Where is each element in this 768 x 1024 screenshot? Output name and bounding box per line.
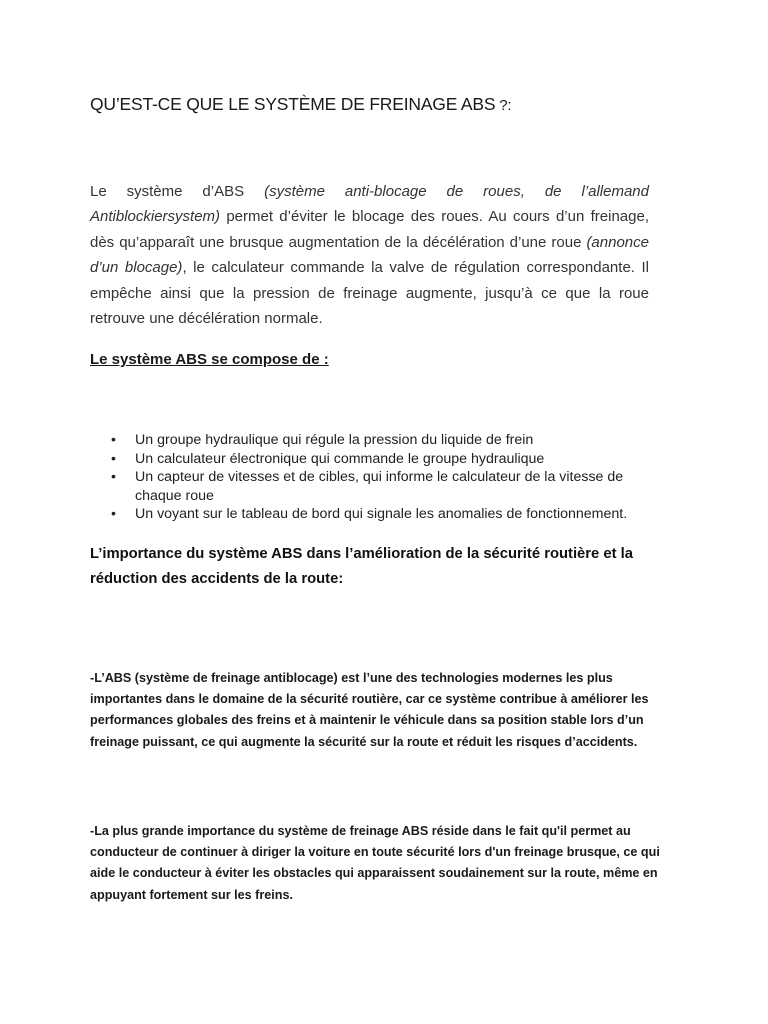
list-item-text: Un capteur de vitesses et de cibles, qui informe le calculateur de la vitesse de chaque roue bbox=[135, 469, 624, 504]
intro-text-2: permet d’éviter le blocage des roues. Au cours d’un freinage, dès qu’apparaît une brusque augmentation de la décélération d’une roue bbox=[90, 208, 649, 251]
components-list bbox=[90, 431, 665, 524]
importance-paragraph-2: -La plus grande importance du système de freinage ABS réside dans le fait qu'il permet au conducteur de continuer à diriger la voiture en toute sécurité lors d'un freinage brusque, ce qui aide le conducteur à éviter les obstacles qui apparaissent soudainement sur la route, même en appuyant fortement sur les freins. bbox=[90, 824, 660, 902]
bullet-icon: • bbox=[111, 432, 116, 448]
list-item-text: Un groupe hydraulique qui régule la pression du liquide de frein bbox=[135, 432, 534, 448]
list-item bbox=[90, 450, 665, 469]
list-item-text: Un calculateur électronique qui commande le groupe hydraulique bbox=[135, 450, 545, 467]
compose-heading: Le système ABS se compose de : bbox=[90, 351, 329, 368]
document-title bbox=[90, 94, 511, 115]
title-main: QU’EST-CE QUE LE SYSTÈME DE FREINAGE ABS bbox=[90, 94, 496, 114]
intro-paragraph bbox=[90, 179, 649, 331]
intro-text-3: , le calculateur commande la valve de régulation correspondante. Il empêche ainsi que la pression de freinage augmente, jusqu’à ce que la roue retrouve une décélération normale. bbox=[90, 259, 649, 328]
list-item bbox=[90, 505, 665, 524]
title-suffix: ?: bbox=[495, 97, 512, 114]
importance-heading: L’importance du système ABS dans l’amélioration de la sécurité routière et la réduction des accidents de la route: bbox=[90, 546, 633, 587]
list-item-text: Un voyant sur le tableau de bord qui signale les anomalies de fonctionnement. bbox=[135, 506, 628, 522]
intro-text-1: Le système d’ABS bbox=[90, 183, 265, 200]
bullet-icon: • bbox=[111, 469, 116, 485]
bullet-icon: • bbox=[111, 506, 116, 522]
intro-italic-1: (système anti-blocage de roues, de l’allemand Antiblockiersystem) bbox=[90, 183, 649, 226]
importance-paragraph-1: -L’ABS (système de freinage antiblocage) est l’une des technologies modernes les plus importantes dans le domaine de la sécurité routière, car ce système contribue à améliorer les performances globales des freins et à maintenir le véhicule dans sa position stable lors d’un freinage puissant, ce qui augmente la sécurité sur la route et réduit les risques d’accidents. bbox=[90, 671, 649, 749]
list-item bbox=[90, 468, 665, 505]
list-item bbox=[90, 431, 665, 450]
intro-italic-2: (annonce d’un blocage) bbox=[90, 233, 649, 277]
bullet-icon: • bbox=[111, 450, 116, 467]
